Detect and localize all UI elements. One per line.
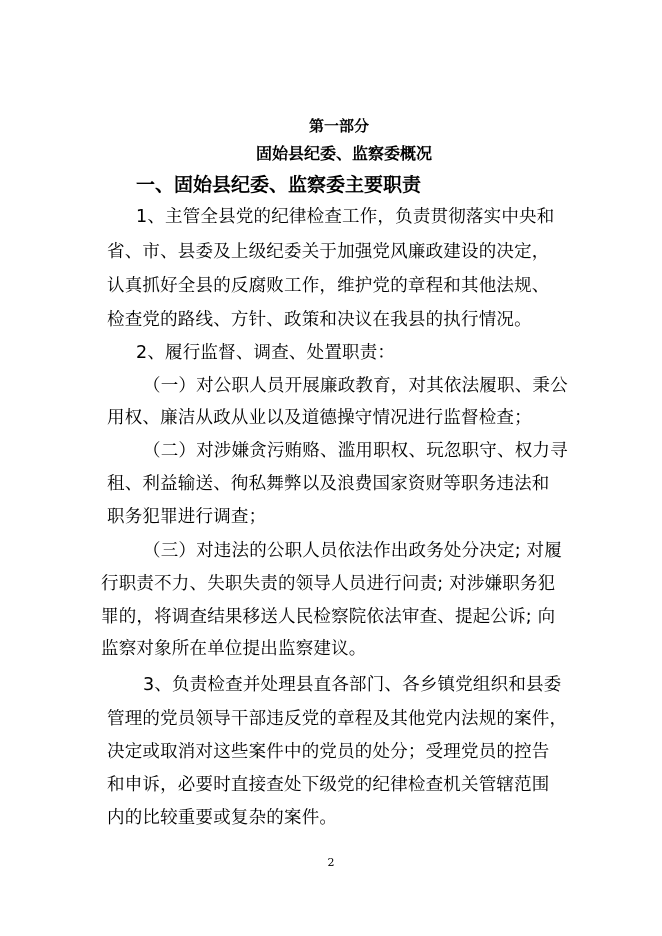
paragraph-line: 管理的党员领导干部违反党的章程及其他党内法规的案件，: [107, 709, 568, 729]
document-title: 固始县纪委、监察委概况: [255, 144, 432, 163]
paragraph-line: 用权、廉洁从政从业以及道德操守情况进行监督检查；: [107, 408, 532, 428]
paragraph-line: 租、利益输送、徇私舞弊以及浪费国家资财等职务违法和: [107, 474, 550, 494]
paragraph-line: （三）对违法的公职人员依法作出政务处分决定; 对履: [143, 541, 562, 561]
paragraph-line: 检查党的路线、方针、政策和决议在我县的执行情况。: [107, 310, 532, 330]
paragraph-line: 2、履行监督、调查、处置职责：: [136, 343, 396, 363]
paragraph-line: 决定或取消对这些案件中的党员的处分；受理党员的控告: [107, 742, 550, 762]
paragraph-line: （一）对公职人员开展廉政教育，对其依法履职、秉公: [143, 376, 568, 396]
paragraph-line: 3、负责检查并处理县直各部门、各乡镇党组织和县委: [143, 675, 562, 695]
paragraph-line: （二）对涉嫌贪污贿赂、滥用职权、玩忽职守、权力寻: [143, 441, 568, 461]
part-title: 第一部分: [308, 117, 369, 135]
paragraph-line: 1、主管全县党的纪律检查工作，负责贯彻落实中央和: [136, 207, 555, 227]
paragraph-line: 内的比较重要或复杂的案件。: [107, 808, 338, 828]
paragraph-line: 认真抓好全县的反腐败工作，维护党的章程和其他法规、: [107, 276, 550, 296]
paragraph-line: 和申诉，必要时直接查处下级党的纪律检查机关管辖范围: [107, 775, 550, 795]
paragraph-line: 罪的，将调查结果移送人民检察院依法审查、提起公诉; 向: [101, 607, 556, 627]
section-heading: 一、固始县纪委、监察委主要职责: [136, 174, 422, 196]
page-number: 2: [327, 856, 335, 869]
paragraph-line: 行职责不力、失职失责的领导人员进行问责; 对涉嫌职务犯: [101, 574, 556, 594]
paragraph-line: 监察对象所在单位提出监察建议。: [101, 639, 367, 659]
paragraph-line: 省、市、县委及上级纪委关于加强党风廉政建设的决定，: [107, 242, 550, 262]
paragraph-line: 职务犯罪进行调查；: [107, 507, 267, 527]
